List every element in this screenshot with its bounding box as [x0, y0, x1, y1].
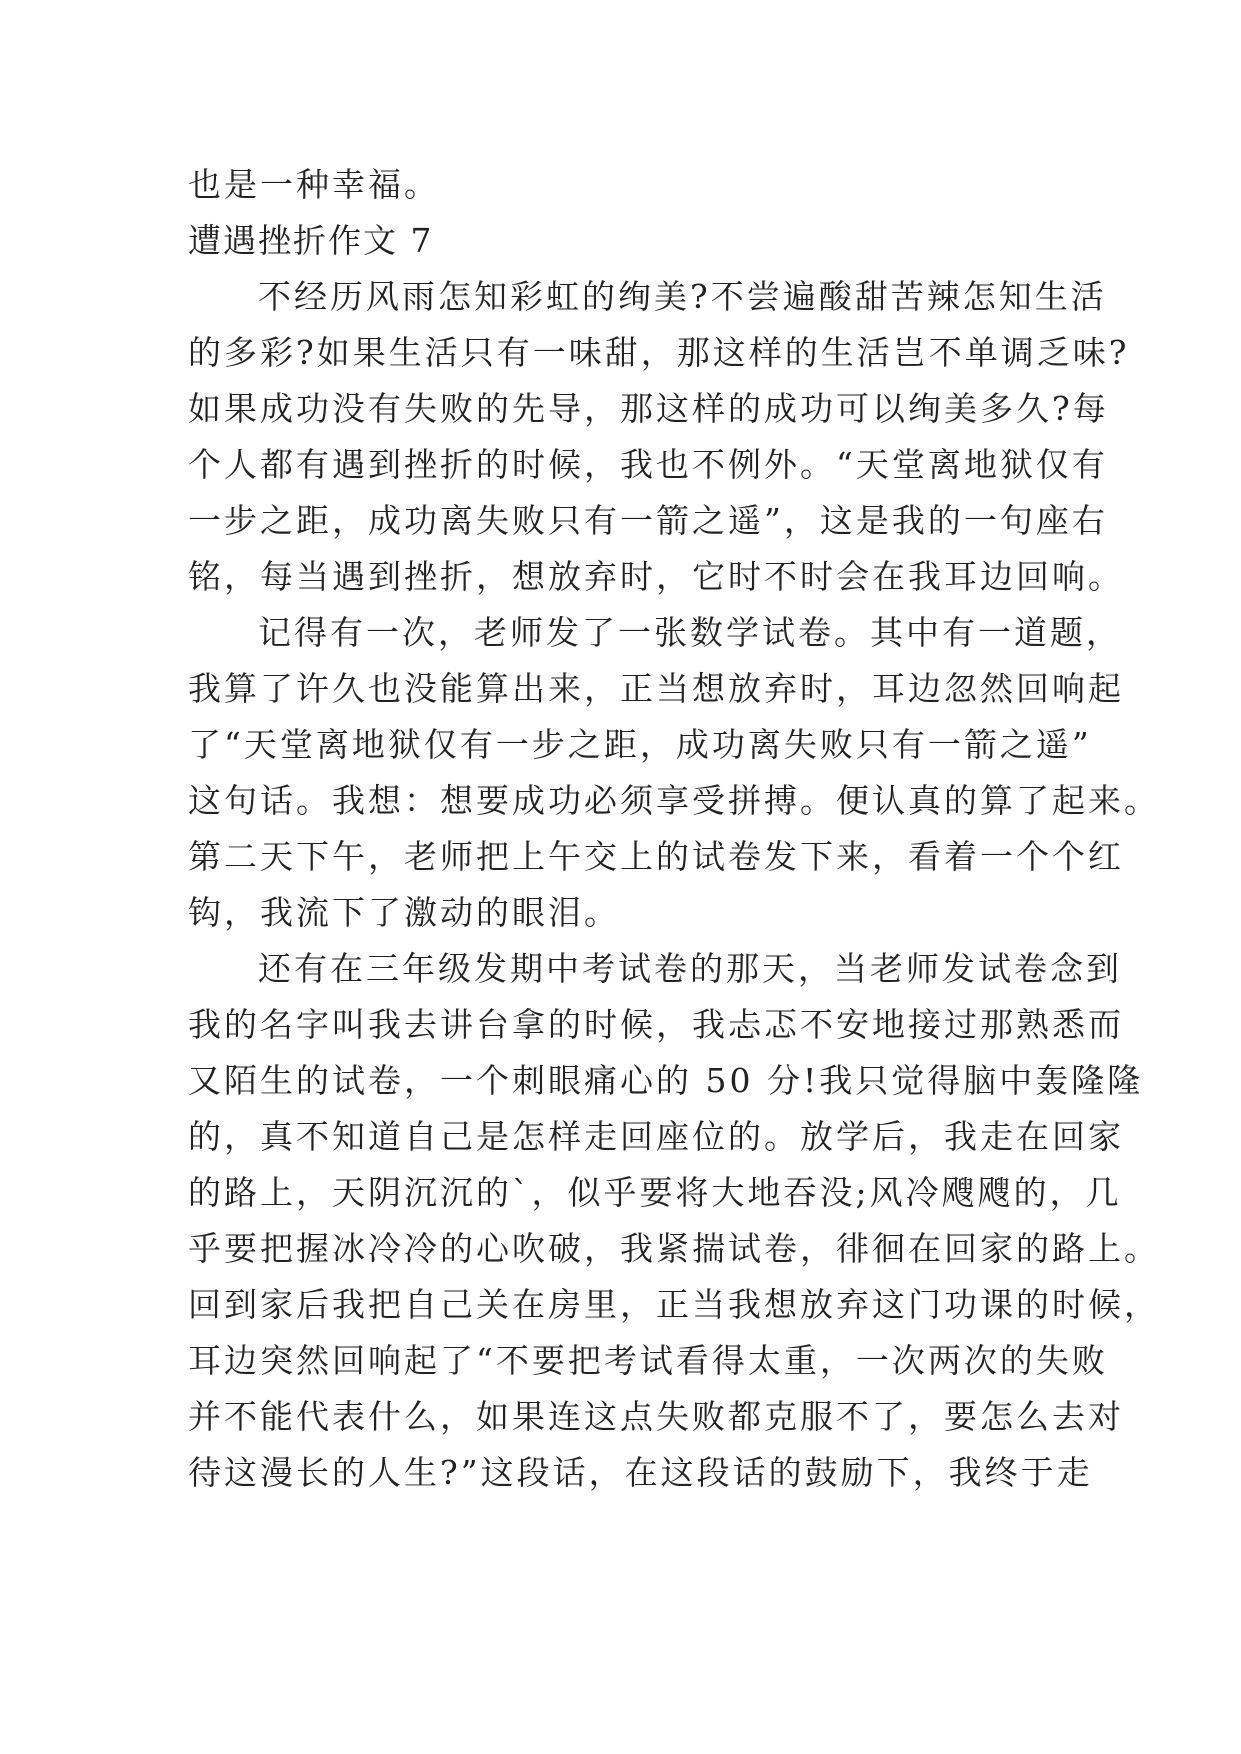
paragraph-line: 个人都有遇到挫折的时候，我也不例外。“天堂离地狱仅有: [188, 445, 1108, 484]
paragraph-line: 还有在三年级发期中考试卷的那天，当老师发试卷念到: [258, 949, 1122, 988]
paragraph-line: 不经历风雨怎知彩虹的绚美?不尝遍酸甜苦辣怎知生活: [258, 277, 1107, 316]
paragraph-line: 我的名字叫我去讲台拿的时候，我忐忑不安地接过那熟悉而: [188, 1005, 1124, 1044]
paragraph-line: 记得有一次，老师发了一张数学试卷。其中有一道题，: [258, 613, 1122, 652]
paragraph-line: 第二天下午，老师把上午交上的试卷发下来，看着一个个红: [188, 837, 1124, 876]
paragraph-line: 耳边突然回响起了“不要把考试看得太重，一次两次的失败: [188, 1341, 1108, 1380]
paragraph-line: 乎要把握冰冷冷的心吹破，我紧揣试卷，徘徊在回家的路上。: [188, 1229, 1160, 1268]
paragraph-line: 这句话。我想：想要成功必须享受拼搏。便认真的算了起来。: [188, 781, 1160, 820]
paragraph-line: 又陌生的试卷，一个刺眼痛心的 50 分!我只觉得脑中轰隆隆: [188, 1061, 1144, 1100]
paragraph-line: 的，真不知道自己是怎样走回座位的。放学后，我走在回家: [188, 1117, 1124, 1156]
paragraph-line: 如果成功没有失败的先导，那这样的成功可以绚美多久?每: [188, 389, 1109, 428]
paragraph-line: 了“天堂离地狱仅有一步之距，成功离失败只有一箭之遥”: [188, 725, 1092, 764]
paragraph-line: 并不能代表什么，如果连这点失败都克服不了，要怎么去对: [188, 1397, 1124, 1436]
paragraph-line: 我算了许久也没能算出来，正当想放弃时，耳边忽然回响起: [188, 669, 1124, 708]
paragraph-line: 铭，每当遇到挫折，想放弃时，它时不时会在我耳边回响。: [188, 557, 1124, 596]
paragraph-line: 的路上，天阴沉沉的`，似乎要将大地吞没;风冷飕飕的，几: [188, 1173, 1122, 1212]
section-heading: 遭遇挫折作文 7: [188, 221, 434, 260]
paragraph-line: 回到家后我把自己关在房里，正当我想放弃这门功课的时候，: [188, 1285, 1160, 1324]
text-line: 也是一种幸福。: [188, 165, 440, 204]
paragraph-line: 一步之距，成功离失败只有一箭之遥”，这是我的一句座右: [188, 501, 1108, 540]
paragraph-line: 待这漫长的人生?”这段话，在这段话的鼓励下，我终于走: [188, 1453, 1093, 1492]
paragraph-line: 钩，我流下了激动的眼泪。: [188, 893, 620, 932]
paragraph-line: 的多彩?如果生活只有一味甜，那这样的生活岂不单调乏味?: [188, 333, 1130, 372]
